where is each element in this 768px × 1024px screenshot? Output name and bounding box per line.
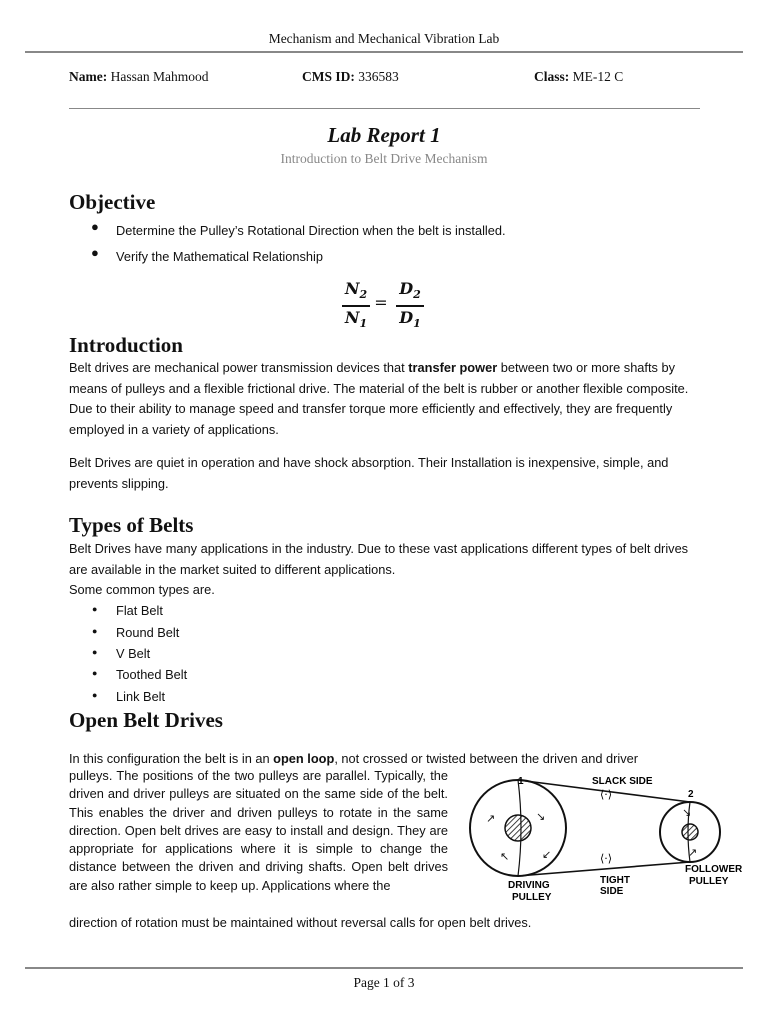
- belt-type-item: Flat Belt: [116, 603, 163, 618]
- driving-pulley-label-2: PULLEY: [512, 892, 552, 903]
- bullet-dot: ●: [92, 668, 98, 678]
- bullet-dot: ●: [92, 604, 98, 614]
- driving-pulley-label-1: DRIVING: [508, 880, 550, 891]
- header-rule: [25, 51, 743, 53]
- formula-equals: =: [374, 293, 388, 312]
- belt-type-item: Link Belt: [116, 689, 166, 704]
- tight-arrow-icon: ⟨·⟩: [600, 852, 613, 865]
- formula-d1: $D_1$: [399, 308, 421, 331]
- name-value: Hassan Mahmood: [110, 69, 209, 84]
- bullet-dot: ●: [92, 626, 98, 636]
- svg-text:↖: ↖: [500, 850, 510, 863]
- types-heading: Types of Belts: [69, 513, 194, 537]
- slack-arrow-icon: ⟨·⟩: [600, 788, 613, 801]
- page-number: Page 1 of 3: [353, 975, 415, 990]
- cms-value: 336583: [358, 69, 399, 84]
- bullet-dot: ●: [91, 245, 99, 260]
- open-belt-diagram: [460, 770, 750, 910]
- formula-n2: $N_2$: [344, 279, 368, 302]
- svg-text:↗: ↗: [688, 846, 698, 859]
- ratio-formula: [330, 279, 430, 335]
- bullet-dot: ●: [92, 690, 98, 700]
- svg-text:↗: ↗: [486, 812, 496, 825]
- formula-n1: $N_1$: [344, 308, 368, 331]
- open-belt-body: pulleys. The positions of the two pulleys are parallel. Typically, the driven and driver pulleys are situated on the same side of the belt. This enables the driver and driven pulleys to rotate in the same direction. Open belt drives are easy to install and design. They are appropriate for applications where it is simple to change the distance between the driven and driving shafts. Open belt drives are also rather simple to keep up. Applications where the: [69, 768, 448, 893]
- report-subtitle: Introduction to Belt Drive Mechanism: [280, 151, 488, 166]
- objective-heading: Objective: [69, 190, 156, 214]
- open-belt-last-line: direction of rotation must be maintained without reversal calls for open belt drives.: [69, 915, 532, 930]
- introduction-paragraph-2: Belt Drives are quiet in operation and have shock absorption. Their Installation is inexpensive, simple, and prevents slipping.: [69, 455, 669, 491]
- formula-d2: $D_2$: [399, 279, 421, 302]
- cms-field: [302, 69, 399, 85]
- pulley-2-label: 2: [688, 789, 694, 800]
- types-paragraph: Belt Drives have many applications in the industry. Due to these vast applications different types of belt drives are available in the market suited to different applications.: [69, 541, 689, 577]
- fraction-bar: [342, 305, 370, 307]
- name-field: [69, 69, 208, 85]
- class-value: ME-12 C: [572, 69, 624, 84]
- bullet-dot: ●: [91, 219, 99, 234]
- svg-text:↘: ↘: [536, 810, 546, 823]
- running-header: Mechanism and Mechanical Vibration Lab: [268, 31, 500, 46]
- cms-label: CMS ID:: [302, 69, 355, 84]
- tight-side-label-1: TIGHT: [600, 875, 630, 886]
- fraction-bar: [396, 305, 424, 307]
- objective-item: Determine the Pulley’s Rotational Direction when the belt is installed.: [116, 223, 506, 238]
- open-belt-line-1: In this configuration the belt is in an open loop, not crossed or twisted between the driven and driver: [69, 751, 639, 766]
- belt-type-item: Round Belt: [116, 625, 180, 640]
- class-label: Class:: [534, 69, 570, 84]
- report-title: Lab Report 1: [327, 123, 441, 147]
- svg-text:↙: ↙: [542, 848, 552, 861]
- types-intro-line: Some common types are.: [69, 582, 215, 597]
- tight-side-label-2: SIDE: [600, 886, 624, 897]
- svg-text:↘: ↘: [682, 806, 692, 819]
- introduction-paragraph-1: Belt drives are mechanical power transmission devices that transfer power between two or more shafts by means of pulleys and a flexible frictional drive. The material of the belt is rubber or another flexible composite. Due to their ability to manage speed and transfer torque more efficiently and effectively, they are frequently employed in a variety of applications.: [69, 360, 689, 437]
- driving-pulley: [470, 780, 566, 876]
- pulley-1-label: 1: [518, 776, 524, 787]
- follower-pulley-label-1: FOLLOWER: [685, 864, 743, 875]
- class-field: [534, 69, 623, 85]
- objective-item: Verify the Mathematical Relationship: [116, 249, 323, 264]
- belt-type-item: Toothed Belt: [116, 667, 188, 682]
- open-belt-heading: Open Belt Drives: [69, 708, 223, 732]
- info-rule: [69, 108, 700, 109]
- follower-pulley-label-2: PULLEY: [689, 876, 729, 887]
- belt-type-item: V Belt: [116, 646, 151, 661]
- introduction-heading: Introduction: [69, 333, 183, 357]
- slack-side-label: SLACK SIDE: [592, 776, 653, 787]
- footer-rule: [25, 967, 743, 969]
- name-label: Name:: [69, 69, 108, 84]
- bullet-dot: ●: [92, 647, 98, 657]
